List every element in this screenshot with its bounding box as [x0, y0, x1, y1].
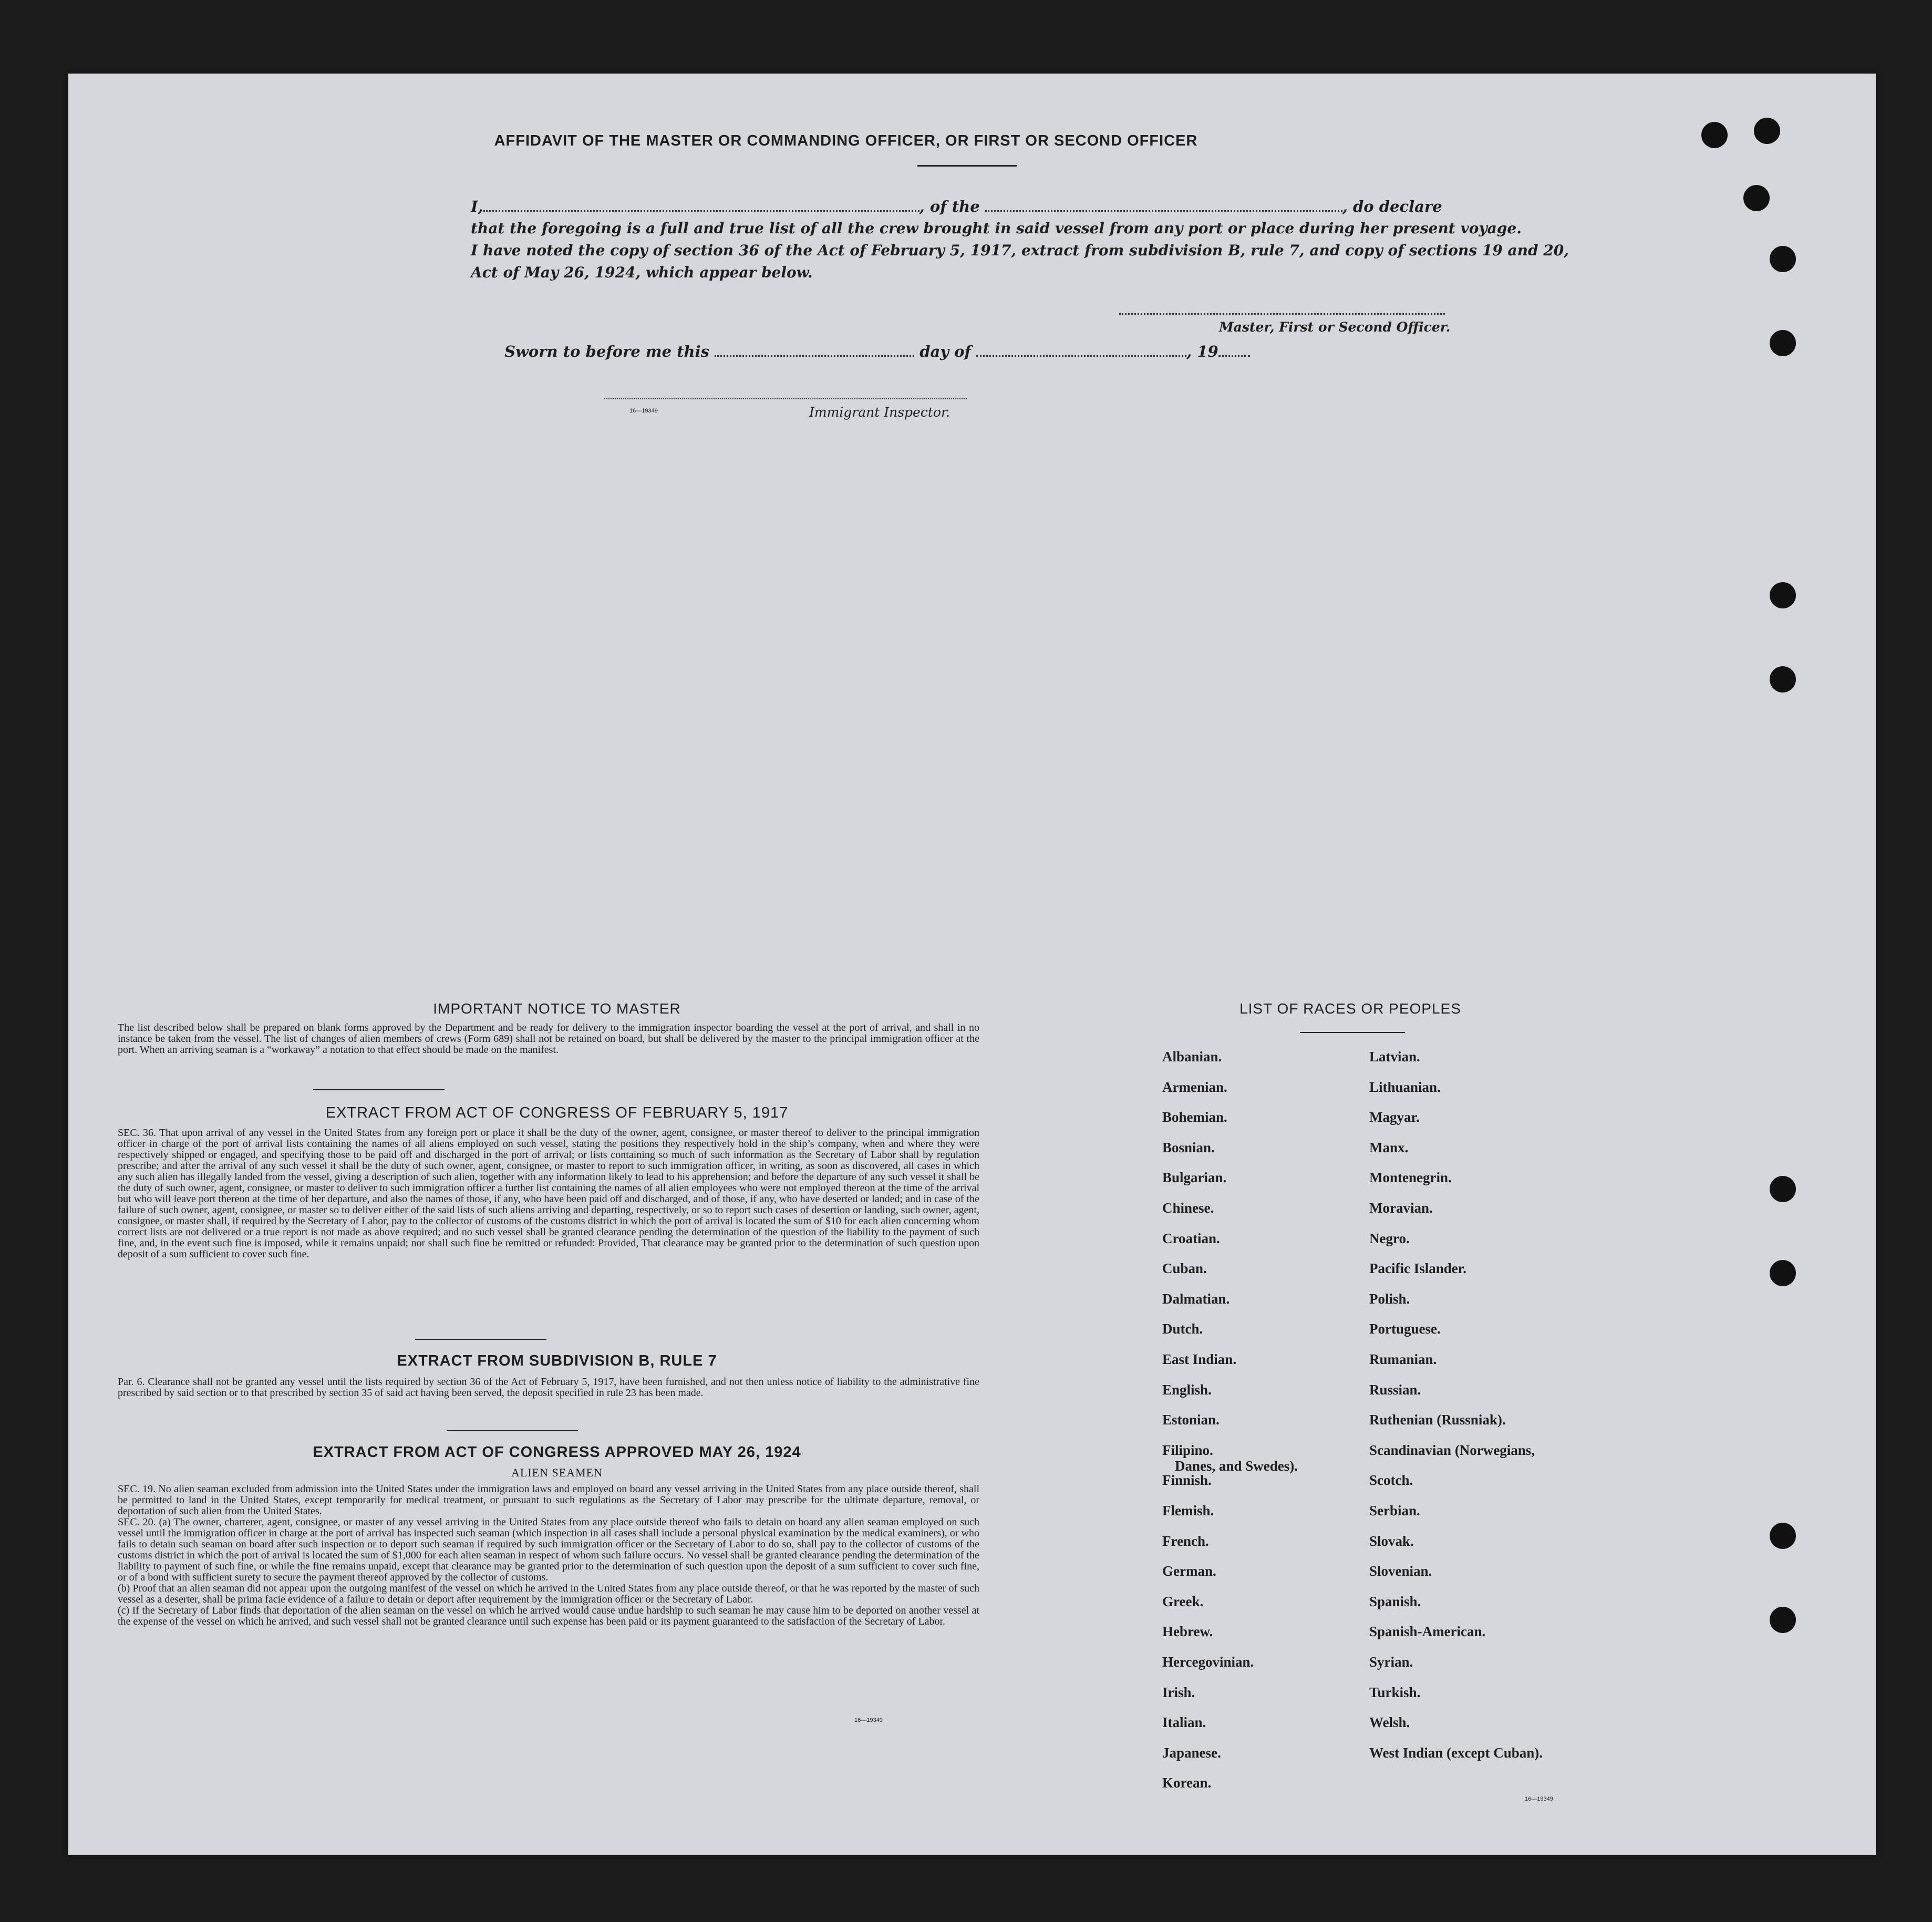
- notice-body: The list described below shall be prepared on blank forms approved by the Department and be ready for delivery to the immigration inspector boarding the vessel at the port of arrival, and shall in no instance be taken from the vessel. The list of changes of alien members of crews (Form 689) shall not be retained on board, but shall be delivered by the master to the principal immigration officer at the port. When an arriving seaman is a “workaway” a notation to that effect should be made on the manifest.: [118, 1022, 979, 1056]
- sworn-month-blank[interactable]: [976, 355, 1186, 357]
- races-title: LIST OF RACES OR PEOPLES: [1239, 1000, 1461, 1017]
- race-item: Danes, and Swedes).: [1175, 1458, 1298, 1474]
- section-20c: (c) If the Secretary of Labor finds that deportation of the alien seaman on the vessel on which he arrived would cause undue hardship to such seaman he may cause him to be deported on another vessel at the expense of the vessel on which he arrived, and such vessel shall not be granted clearance until such expense has been paid or its payment guaranteed to the satisfaction of the Secretary of Labor.: [118, 1605, 979, 1627]
- race-item: Greek.: [1162, 1594, 1204, 1609]
- race-item: Bosnian.: [1162, 1140, 1215, 1155]
- punch-hole: [1770, 666, 1796, 693]
- race-item: Ruthenian (Russniak).: [1369, 1412, 1506, 1428]
- punch-hole: [1770, 582, 1796, 608]
- race-item: Dalmatian.: [1162, 1291, 1230, 1307]
- race-item: Finnish.: [1162, 1472, 1212, 1488]
- race-item: Cuban.: [1162, 1260, 1207, 1276]
- affidavit-line-4: Act of May 26, 1924, which appear below.: [471, 264, 813, 281]
- punch-hole: [1770, 1523, 1796, 1549]
- race-item: Dutch.: [1162, 1321, 1203, 1337]
- affidavit-i: I,: [471, 198, 483, 215]
- punch-hole: [1770, 1260, 1796, 1286]
- form-number: 16—19349: [854, 1717, 883, 1723]
- race-item: Italian.: [1162, 1714, 1206, 1730]
- race-item: Korean.: [1162, 1775, 1212, 1791]
- sworn-year: , 19: [1186, 343, 1218, 360]
- race-item: Montenegrin.: [1369, 1170, 1452, 1185]
- race-item: Spanish-American.: [1369, 1624, 1486, 1639]
- race-item: Bulgarian.: [1162, 1170, 1227, 1185]
- punch-hole: [1754, 118, 1780, 144]
- form-number: 16—19349: [1525, 1796, 1553, 1802]
- race-item: Moravian.: [1369, 1200, 1433, 1216]
- race-item: Japanese.: [1162, 1745, 1221, 1761]
- rule7-body: Par. 6. Clearance shall not be granted any vessel until the lists required by section 36 of the Act of February 5, 1917, have been furnished, and not then unless notice of liability to the administrative fine prescribed by said section or to that prescribed by section 35 of said act having been served, the deposit specified in rule 23 has been made.: [118, 1376, 979, 1399]
- race-item: Hercegovinian.: [1162, 1654, 1254, 1670]
- race-item: Manx.: [1369, 1140, 1409, 1155]
- name-blank[interactable]: [483, 210, 919, 212]
- race-item: Hebrew.: [1162, 1624, 1213, 1639]
- race-item: East Indian.: [1162, 1351, 1237, 1367]
- inspector-label: Immigrant Inspector.: [809, 405, 950, 420]
- race-item: Portuguese.: [1369, 1321, 1441, 1337]
- section-20a: SEC. 20. (a) The owner, charterer, agent, consignee, or master of any vessel arriving in the United States from any place outside thereof who fails to detain on board any alien seaman employed on such vessel until the immigration officer in charge at the port of arrival has inspected such seaman (which inspection in all cases shall include a personal physical examination by the medical examiners), or who fails to detain such seaman on board after such inspection or to deport such seaman if required by such immigration officer or the Secretary of Labor to do so, shall pay to the collector of customs of the customs district in which the port of arrival is located the sum of $1,000 for each alien seaman in respect of whom such failure occurs. No vessel shall be granted clearance pending the determination of the liability to payment of such fine, or while the fine remains unpaid, except that clearance may be granted prior to the determination of such question upon the deposit of a sum sufficient to cover such fine, or of a bond with sufficient surety to secure the payment thereof approved by the collector of customs.: [118, 1516, 979, 1583]
- affidavit-line-3: I have noted the copy of section 36 of the Act of February 5, 1917, extract from subdivision B, rule 7, and copy of sections 19 and 20,: [471, 242, 1569, 259]
- race-item: Croatian.: [1162, 1231, 1220, 1246]
- race-item: Flemish.: [1162, 1503, 1214, 1518]
- race-item: Spanish.: [1369, 1594, 1421, 1609]
- race-item: Magyar.: [1369, 1109, 1420, 1125]
- sworn-day-of: day of: [919, 343, 972, 360]
- sworn-line: [504, 343, 1250, 360]
- alien-seamen-subtitle: ALIEN SEAMEN: [511, 1466, 603, 1479]
- affidavit-declare: , do declare: [1342, 198, 1442, 215]
- extract-1924-body: [118, 1484, 979, 1627]
- race-item: Lithuanian.: [1369, 1079, 1441, 1095]
- punch-hole: [1770, 246, 1796, 272]
- race-item: Turkish.: [1369, 1685, 1421, 1700]
- affidavit-line-2: that the foregoing is a full and true list of all the crew brought in said vessel from any port or place during her present voyage.: [471, 220, 1522, 237]
- title-rule: [917, 165, 1017, 167]
- race-item: Polish.: [1369, 1291, 1410, 1307]
- extract-1917-title: EXTRACT FROM ACT OF CONGRESS OF FEBRUARY 5, 1917: [325, 1104, 789, 1121]
- extract-1924-title: EXTRACT FROM ACT OF CONGRESS APPROVED MAY 26, 1924: [313, 1444, 801, 1461]
- race-item: Scandinavian (Norwegians,: [1369, 1442, 1535, 1458]
- race-item: Estonian.: [1162, 1412, 1220, 1428]
- race-item: Scotch.: [1369, 1472, 1413, 1488]
- sworn-day-blank[interactable]: [715, 355, 914, 357]
- race-item: Welsh.: [1369, 1714, 1410, 1730]
- punch-hole: [1743, 185, 1770, 211]
- affidavit-of-the: , of the: [919, 198, 980, 215]
- master-signature-line[interactable]: [1119, 313, 1445, 315]
- affidavit-title: AFFIDAVIT OF THE MASTER OR COMMANDING OFFICER, OR FIRST OR SECOND OFFICER: [494, 132, 1198, 149]
- race-item: English.: [1162, 1382, 1212, 1398]
- section-rule: [415, 1339, 546, 1340]
- race-item: Rumanian.: [1369, 1351, 1437, 1367]
- affidavit-line-1: [471, 198, 1442, 215]
- section-20b: (b) Proof that an alien seaman did not appear upon the outgoing manifest of the vessel on which he arrived in the United States from any place outside thereof, or that he was reported by the master of such vessel as a deserter, shall be prima facie evidence of a failure to detain or deport after requirement by the immigration officer or the Secretary of Labor.: [118, 1583, 979, 1605]
- vessel-blank[interactable]: [985, 210, 1342, 212]
- notice-title: IMPORTANT NOTICE TO MASTER: [433, 1000, 681, 1017]
- race-item: Armenian.: [1162, 1079, 1227, 1095]
- race-item: Serbian.: [1369, 1503, 1420, 1518]
- form-number: 16—19349: [629, 408, 658, 414]
- inspector-signature-line[interactable]: [604, 398, 967, 399]
- sworn-year-blank[interactable]: [1218, 355, 1250, 357]
- race-item: Filipino.: [1162, 1442, 1213, 1458]
- manifest-page: [68, 74, 1876, 1855]
- race-item: Irish.: [1162, 1685, 1195, 1700]
- race-item: Slovak.: [1369, 1533, 1414, 1549]
- master-label: Master, First or Second Officer.: [1219, 319, 1451, 335]
- section-rule: [313, 1089, 445, 1090]
- race-item: West Indian (except Cuban).: [1369, 1745, 1543, 1761]
- race-item: Pacific Islander.: [1369, 1260, 1466, 1276]
- race-item: Chinese.: [1162, 1200, 1214, 1216]
- race-item: Bohemian.: [1162, 1109, 1227, 1125]
- race-item: Negro.: [1369, 1231, 1410, 1246]
- race-item: Albanian.: [1162, 1049, 1222, 1065]
- sworn-prefix: Sworn to before me this: [504, 343, 709, 360]
- race-item: Latvian.: [1369, 1049, 1420, 1065]
- section-19: SEC. 19. No alien seaman excluded from admission into the United States under the immigration laws and employed on board any vessel arriving in the United States from any place outside thereof, shall be permitted to land in the United States, except temporarily for medical treatment, or pursuant to such regulations as the Secretary of Labor may prescribe for the ultimate departure, removal, or deportation of such alien from the United States.: [118, 1483, 979, 1517]
- punch-hole: [1770, 1607, 1796, 1633]
- race-item: French.: [1162, 1533, 1209, 1549]
- race-item: Syrian.: [1369, 1654, 1413, 1670]
- punch-hole: [1701, 122, 1728, 148]
- section-rule: [447, 1430, 578, 1431]
- race-item: German.: [1162, 1563, 1216, 1579]
- race-item: Russian.: [1369, 1382, 1421, 1398]
- extract-1917-body: SEC. 36. That upon arrival of any vessel in the United States from any foreign port or place it shall be the duty of the owner, agent, consignee, or master thereof to deliver to the principal immigration officer in charge of the port of arrival lists containing the names of all aliens employed on such vessel, stating the positions they respectively hold in the ship’s company, when and where they were respectively shipped or engaged, and specifying those to be paid off and discharged in the port of arrival; or lists containing so much of such information as the Secretary of Labor shall by regulation prescribe; and after the arrival of any such vessel it shall be the duty of such owner, agent, consignee, or master to report to such immigration officer, in writing, as soon as discovered, all cases in which any such alien has illegally landed from the vessel, giving a description of such alien, together with any information likely to lead to his apprehension; and before the departure of any such vessel it shall be the duty of such owner, agent, consignee, or master to deliver to such immigration officer a further list containing the names of all alien employees who were not employed thereon at the time of the arrival but who will leave port thereon at the time of her departure, and also the names of those, if any, who have been paid off and discharged, and of those, if any, who have deserted or landed; and in case of the failure of such owner, agent, consignee, or master so to deliver either of the said lists of such aliens arriving and departing, respectively, or so to report such cases of desertion or landing, such owner, agent, consignee, or master shall, if required by the Secretary of Labor, pay to the collector of customs of the customs district in which the port of arrival is located the sum of $10 for each alien concerning whom correct lists are not delivered or a true report is not made as above required; and no such vessel shall be granted clearance pending the determination of the question of the liability to the payment of such fine, and, in the event such fine is imposed, while it remains unpaid; nor shall such fine be remitted or refunded: Provided, That clearance may be granted prior to the determination of such question upon deposit of a sum sufficient to cover such fine.: [118, 1127, 979, 1260]
- punch-hole: [1770, 1176, 1796, 1202]
- races-rule: [1300, 1032, 1405, 1033]
- rule7-title: EXTRACT FROM SUBDIVISION B, RULE 7: [397, 1352, 717, 1369]
- race-item: Slovenian.: [1369, 1563, 1432, 1579]
- punch-hole: [1770, 330, 1796, 356]
